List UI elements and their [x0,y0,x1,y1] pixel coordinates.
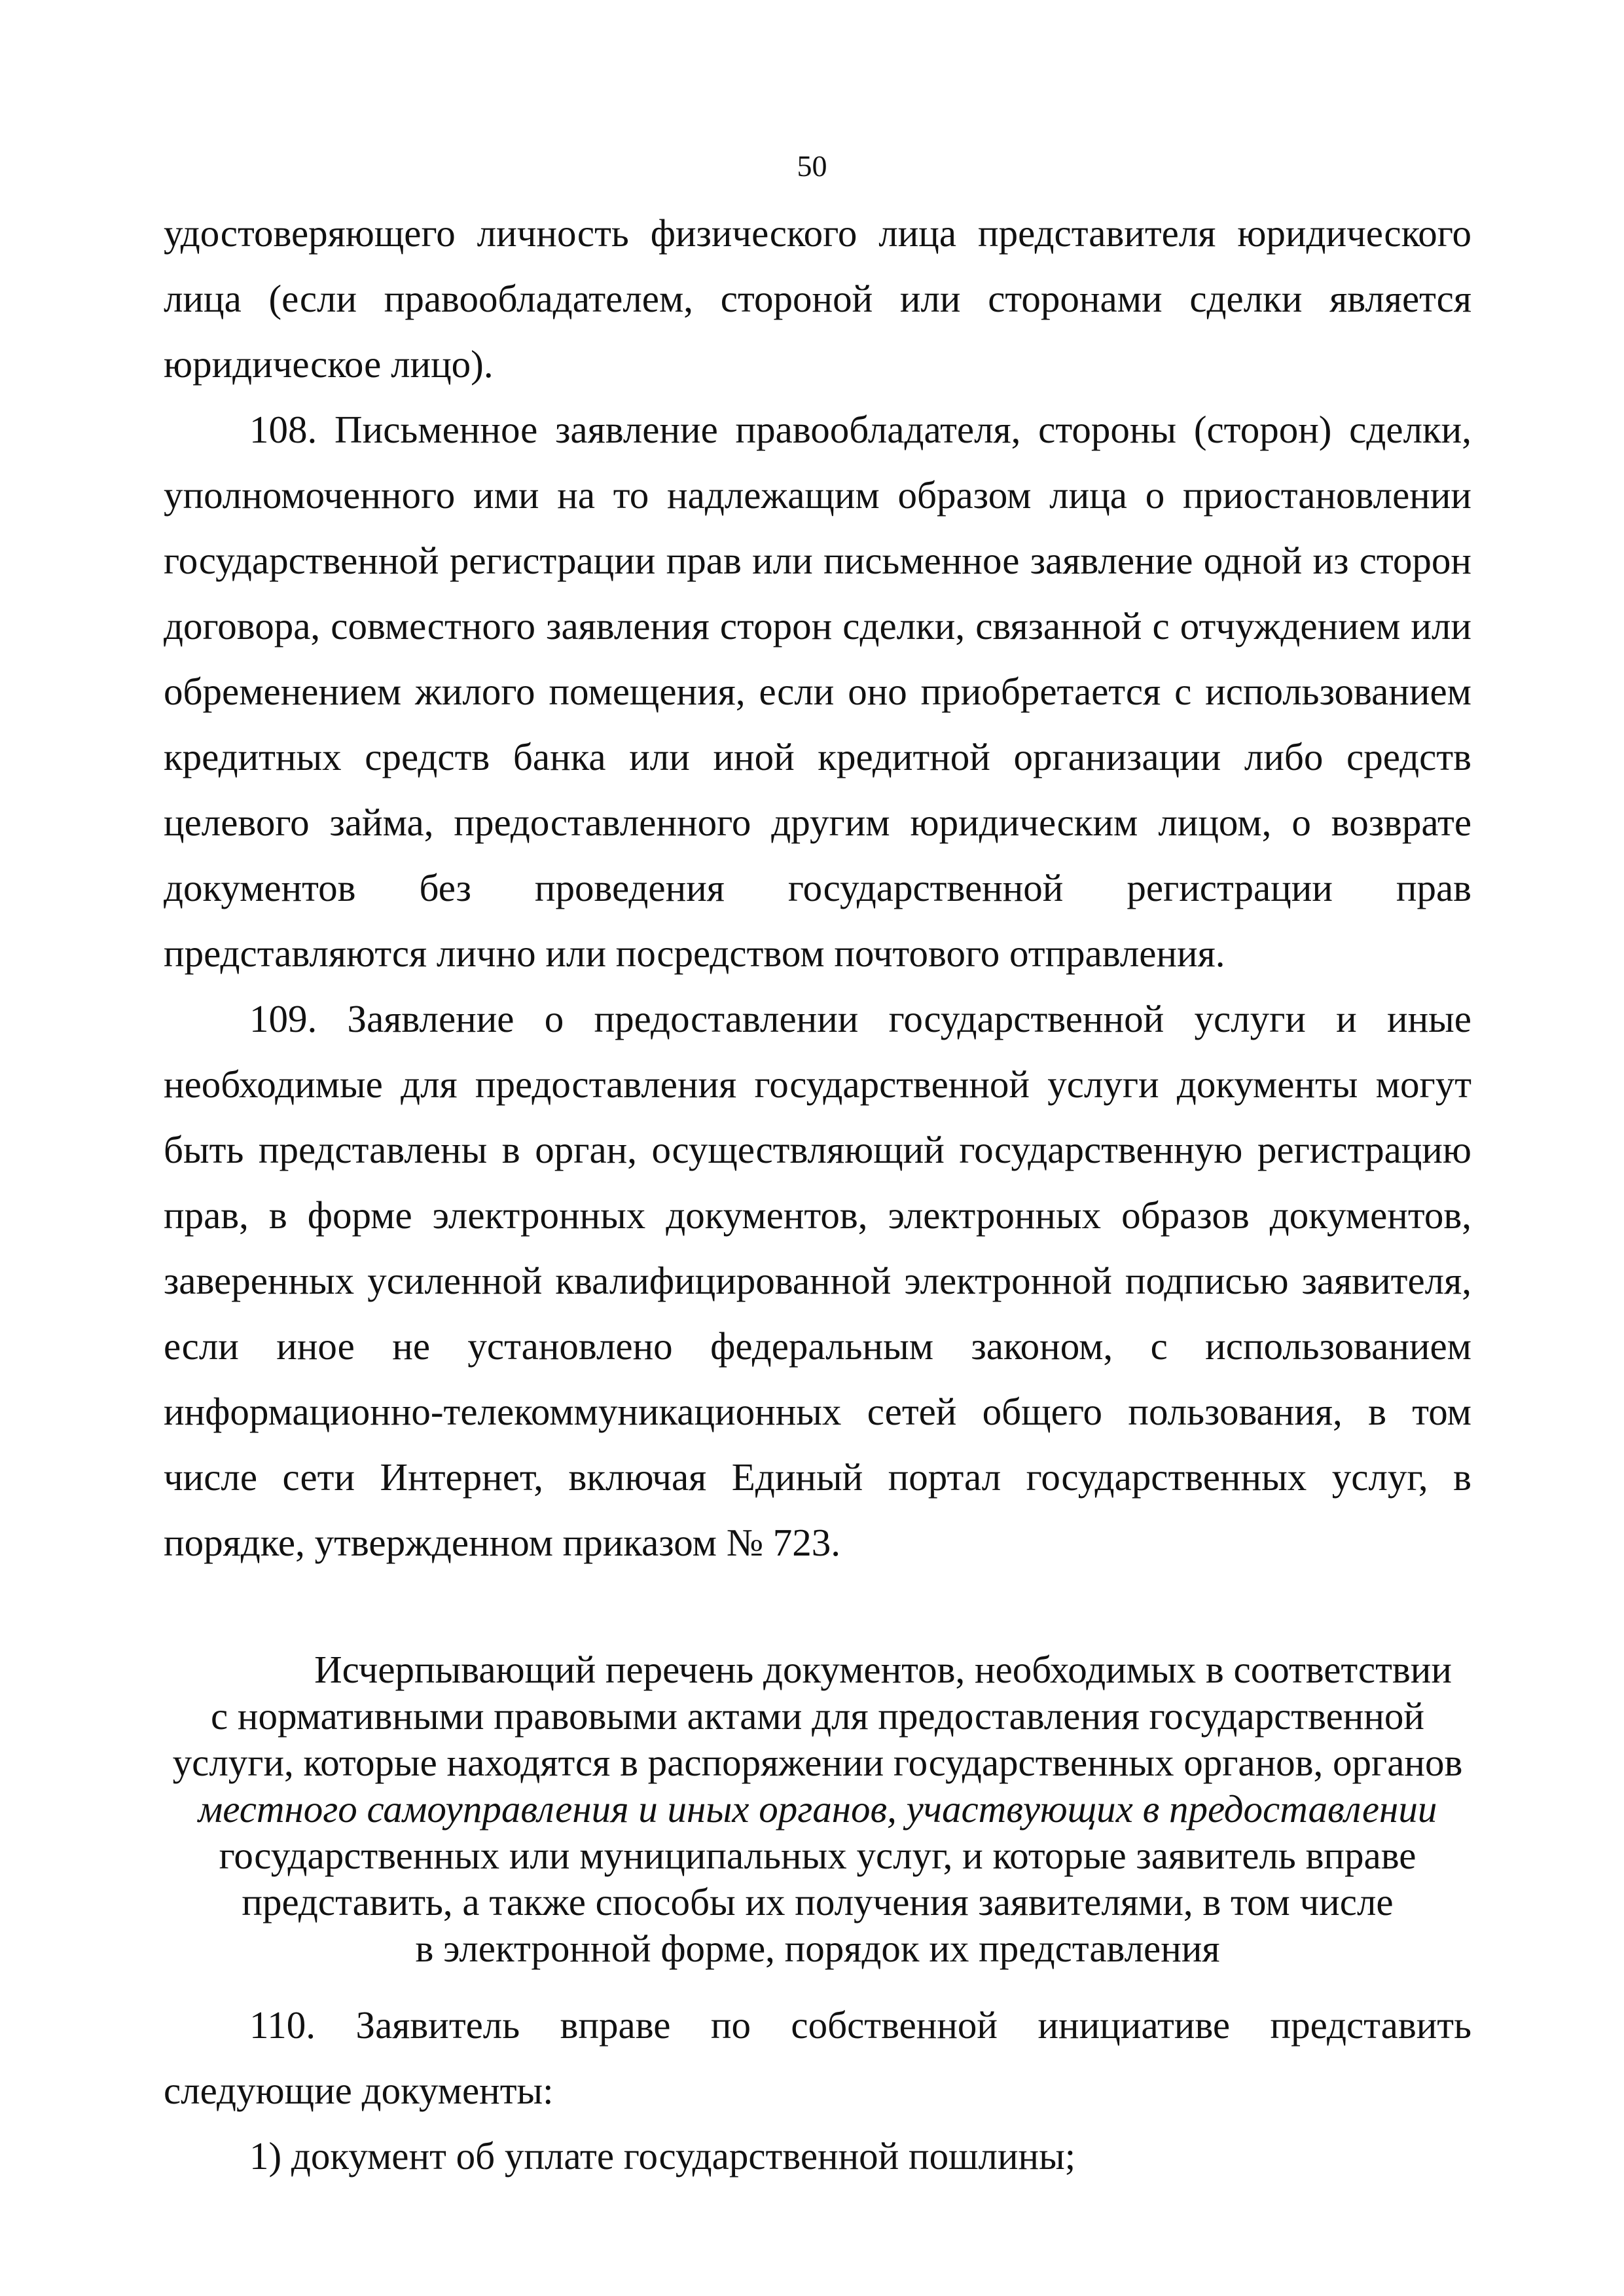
heading-line: государственных или муниципальных услуг, и которые заявитель вправе [219,1834,1416,1877]
paragraph-110: 110. Заявитель вправе по собственной инициативе представить следующие документы: [164,2003,1471,2112]
heading-line: в электронной форме, порядок их представления [415,1927,1220,1970]
body-text-upper [164,200,1471,1575]
page-number: 50 [797,149,827,183]
paragraph-109: 109. Заявление о предоставлении государственной услуги и иные необходимые для предоставления государственной услуги документы могут быть представлены в орган, осуществляющий государственную регистрацию прав, в форме электронных документов, электронных образов документов, заверенных усиленной квалифицированной электронной подписью заявителя, если иное не установлено федеральным законом, с использованием информационно-телекоммуникационных сетей общего пользования, в том числе сети Интернет, включая Единый портал государственных услуг, в порядке, утвержденном приказом № 723. [164,997,1471,1564]
paragraph-108: 108. Письменное заявление правообладателя, стороны (сторон) сделки, уполномоченного ими на то надлежащим образом лица о приостановлении государственной регистрации прав или письменное заявление одной из сторон договора, совместного заявления сторон сделки, связанной с отчуждением или обременением жилого помещения, если оно приобретается с использованием кредитных средств банка или иной кредитной организации либо средств целевого займа, предоставленного другим юридическим лицом, о возврате документов без проведения государственной регистрации прав представляются лично или посредством почтового отправления. [164,408,1471,975]
heading-line: представить, а также способы их получения заявителями, в том числе [242,1880,1394,1923]
heading-line: с нормативными правовыми актами для предоставления государственной [210,1694,1425,1738]
list-item-1: 1) документ об уплате государственной пошлины; [249,2134,1076,2178]
paragraph-continuation: удостоверяющего личность физического лица представителя юридического лица (если правообладателем, стороной или сторонами сделки является юридическое лицо). [164,211,1471,386]
heading-line: услуги, которые находятся в распоряжении государственных органов, органов [172,1741,1463,1784]
heading-line: местного самоуправления и иных органов, участвующих в предоставлении [198,1787,1437,1831]
heading-line: Исчерпывающий перечень документов, необходимых в соответствии [314,1648,1452,1691]
section-heading [164,1647,1471,1972]
body-text-lower [164,1992,1471,2189]
